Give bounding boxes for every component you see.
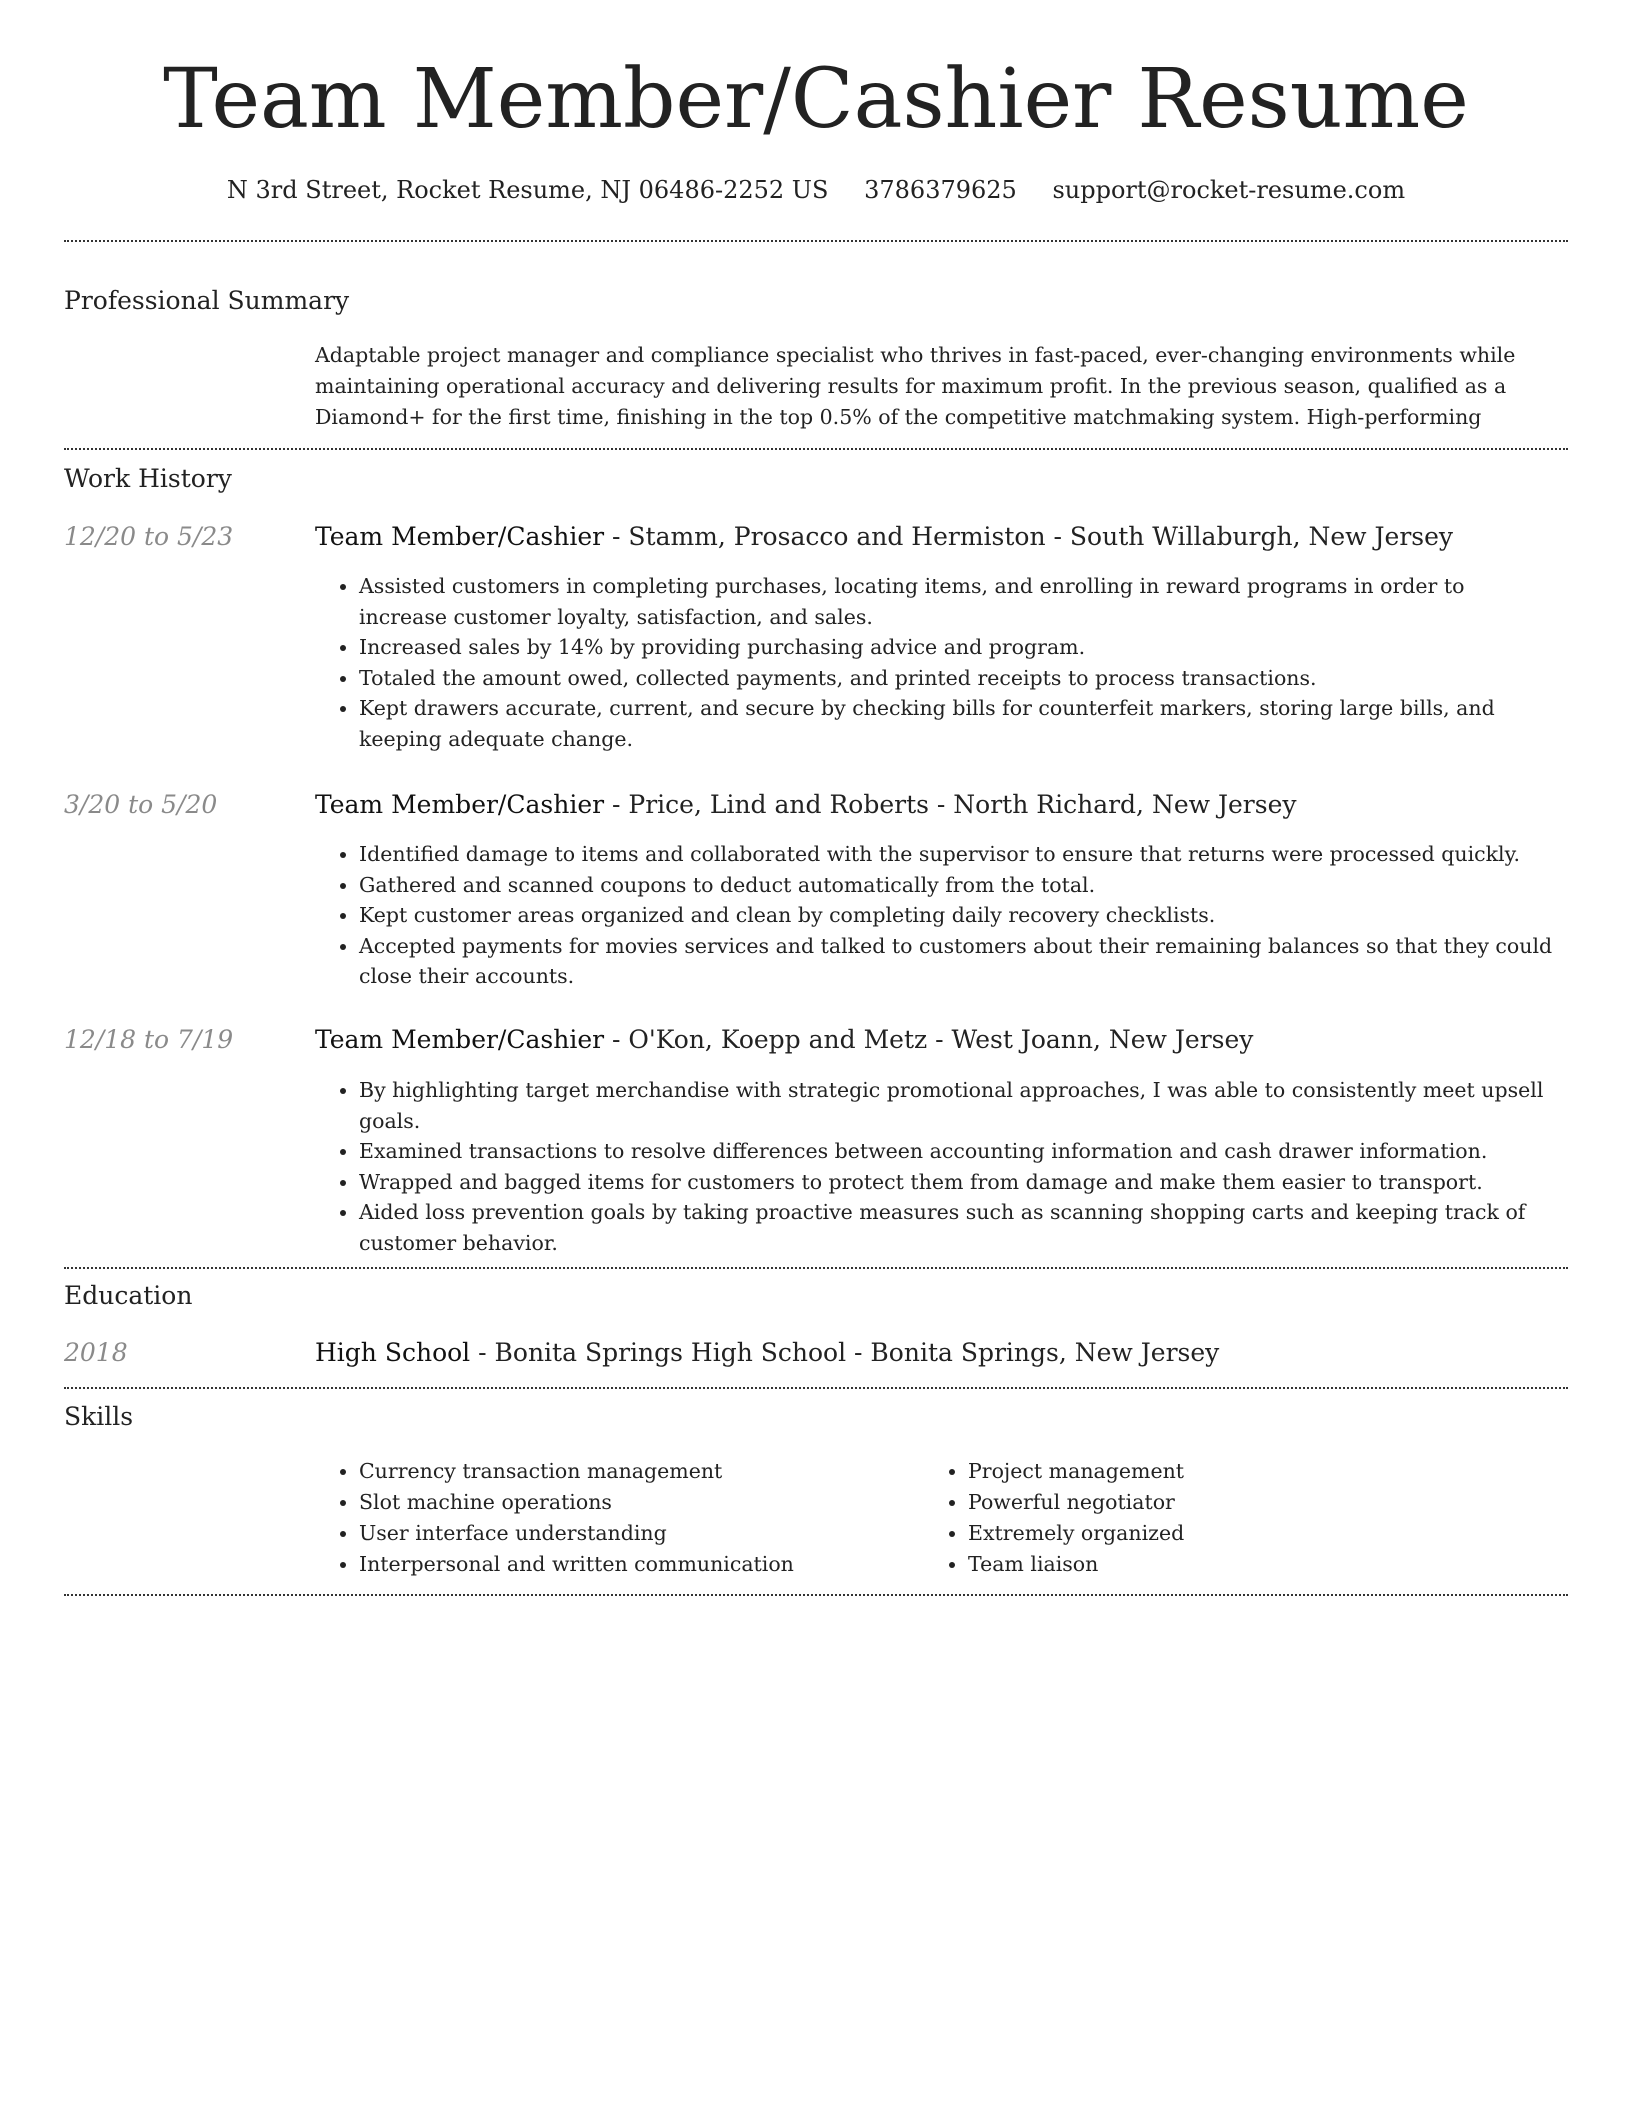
job-details: - O'Kon, Koepp and Metz - West Joann, New Jersey [604, 1025, 1254, 1054]
education-details: - Bonita Springs High School - Bonita Springs, New Jersey [470, 1338, 1220, 1367]
education-divider [64, 1387, 1568, 1389]
list-item: • Team liaison [968, 1549, 1184, 1580]
job-details: - Stamm, Prosacco and Hermiston - South Willaburgh, New Jersey [604, 522, 1454, 551]
section-title-work: Work History [64, 464, 232, 493]
list-item: • Totaled the amount owed, collected payments, and printed receipts to process transactions. [359, 663, 1555, 694]
job-heading [315, 520, 1453, 554]
list-item: • Extremely organized [968, 1518, 1184, 1549]
job-bullets [315, 1075, 1555, 1258]
section-title-summary: Professional Summary [64, 286, 350, 315]
summary-text: Adaptable project manager and compliance specialist who thrives in fast-paced, ever-changing environments while maintaining operational accuracy and delivering results for maximum profit. In the previous season, qualified as a Diamond+ for the first time, finishing in the top 0.5% of the competitive matchmaking system. High-performing [315, 343, 1516, 429]
resume-title: Team Member/Cashier Resume [163, 52, 1469, 147]
contact-email: support@rocket-resume.com [1052, 176, 1406, 204]
list-item: • Identified damage to items and collaborated with the supervisor to ensure that returns were processed quickly. [359, 839, 1555, 870]
list-item: • Interpersonal and written communication [359, 1549, 794, 1580]
list-item: • Increased sales by 14% by providing purchasing advice and program. [359, 632, 1555, 663]
job-heading [315, 1023, 1253, 1057]
contact-line [64, 170, 1568, 210]
education-heading [315, 1336, 1219, 1370]
list-item: • Accepted payments for movies services and talked to customers about their remaining balances so that they could close their accounts. [359, 931, 1555, 992]
job-bullets [315, 571, 1555, 754]
work-divider [64, 1267, 1568, 1269]
list-item: • Project management [968, 1456, 1184, 1487]
section-title-skills: Skills [64, 1402, 134, 1431]
list-item: • Examined transactions to resolve differences between accounting information and cash drawer information. [359, 1136, 1555, 1167]
job-heading [315, 788, 1296, 822]
job-role: Team Member/Cashier [315, 790, 605, 819]
skills-divider [64, 1594, 1568, 1596]
list-item: • By highlighting target merchandise with strategic promotional approaches, I was able to consistently meet upsell goals. [359, 1075, 1555, 1136]
job-dates: 12/18 to 7/19 [64, 1025, 234, 1054]
skills-list-right [924, 1456, 1184, 1580]
contact-phone: 3786379625 [864, 176, 1017, 204]
list-item: • Currency transaction management [359, 1456, 794, 1487]
list-item: • Assisted customers in completing purchases, locating items, and enrolling in reward programs in order to increase customer loyalty, satisfaction, and sales. [359, 571, 1555, 632]
list-item: • Gathered and scanned coupons to deduct automatically from the total. [359, 870, 1555, 901]
header-divider [64, 240, 1568, 242]
list-item: • User interface understanding [359, 1518, 794, 1549]
job-bullets [315, 839, 1555, 992]
job-role: Team Member/Cashier [315, 522, 605, 551]
job-details: - Price, Lind and Roberts - North Richard, New Jersey [604, 790, 1297, 819]
education-year: 2018 [64, 1338, 128, 1367]
list-item: • Slot machine operations [359, 1487, 794, 1518]
summary-divider [64, 448, 1568, 450]
job-dates: 12/20 to 5/23 [64, 522, 234, 551]
list-item: • Aided loss prevention goals by taking proactive measures such as scanning shopping carts and keeping track of customer behavior. [359, 1197, 1555, 1258]
list-item: • Kept drawers accurate, current, and secure by checking bills for counterfeit markers, storing large bills, and keeping adequate change. [359, 693, 1555, 754]
list-item: • Powerful negotiator [968, 1487, 1184, 1518]
job-dates: 3/20 to 5/20 [64, 790, 218, 819]
section-title-education: Education [64, 1281, 193, 1310]
skills-list-left [315, 1456, 794, 1580]
list-item: • Kept customer areas organized and clean by completing daily recovery checklists. [359, 900, 1555, 931]
list-item: • Wrapped and bagged items for customers to protect them from damage and make them easier to transport. [359, 1167, 1555, 1198]
contact-address: N 3rd Street, Rocket Resume, NJ 06486-2252 US [226, 176, 829, 204]
job-role: Team Member/Cashier [315, 1025, 605, 1054]
education-degree: High School [315, 1338, 471, 1367]
